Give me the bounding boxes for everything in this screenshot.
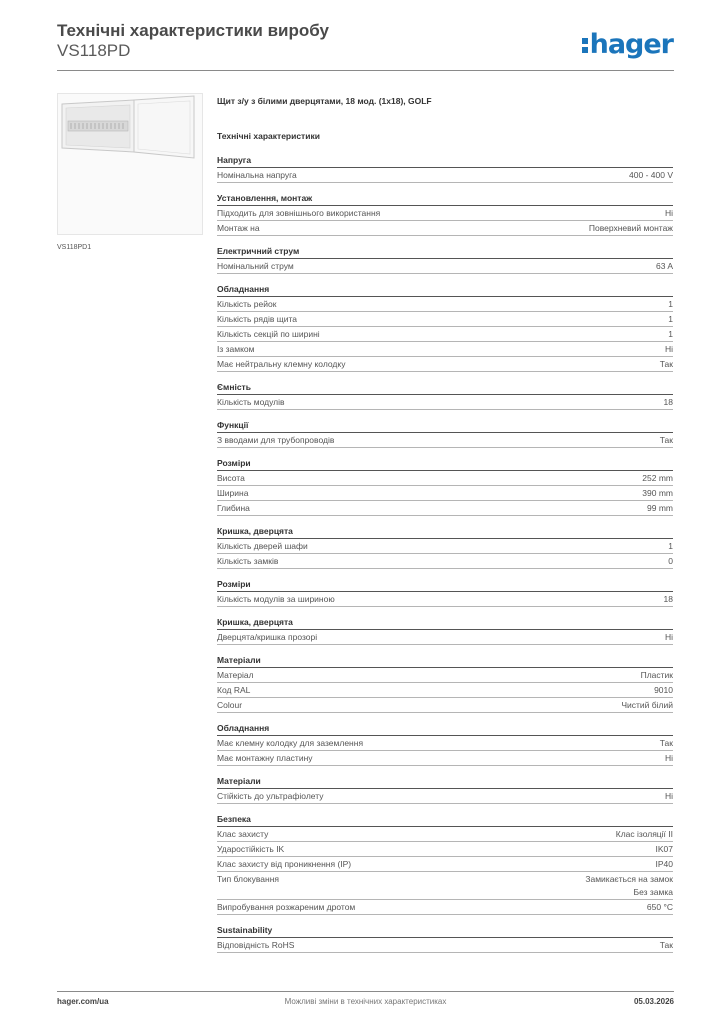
spec-value: Ні <box>664 753 673 763</box>
footer-divider <box>57 991 674 992</box>
spec-value: 1 <box>668 329 673 339</box>
spec-value: Так <box>659 738 673 748</box>
spec-section <box>217 615 673 645</box>
spec-section <box>217 721 673 766</box>
spec-value: Ні <box>664 344 673 354</box>
spec-label: Має нейтральну клемну колодку <box>217 359 346 369</box>
spec-section <box>217 244 673 274</box>
spec-label: Кількість рядів щита <box>217 314 297 324</box>
spec-value: 1 <box>668 314 673 324</box>
product-image <box>57 93 203 235</box>
spec-section <box>217 380 673 410</box>
spec-label: Тип блокування <box>217 874 280 884</box>
spec-section <box>217 418 673 448</box>
spec-section <box>217 812 673 915</box>
section-title: Матеріали <box>217 653 673 668</box>
spec-label: Номінальна напруга <box>217 170 297 180</box>
spec-value: Ні <box>664 791 673 801</box>
spec-label: Кількість модулів за шириною <box>217 594 335 604</box>
footer-date: 05.03.2026 <box>633 997 674 1006</box>
spec-row <box>217 168 673 183</box>
spec-row <box>217 327 673 342</box>
spec-row <box>217 312 673 327</box>
spec-section <box>217 282 673 372</box>
spec-row <box>217 827 673 842</box>
spec-row <box>217 259 673 274</box>
spec-value: 400 - 400 V <box>629 170 673 180</box>
distribution-board-icon <box>58 94 202 234</box>
spec-label: Монтаж на <box>217 223 260 233</box>
spec-label: Код RAL <box>217 685 251 695</box>
footer-notice: Можливі зміни в технічних характеристиках <box>284 997 447 1006</box>
spec-value: 0 <box>668 556 673 566</box>
spec-section <box>217 577 673 607</box>
tech-specs-heading: Технічні характеристики <box>217 131 320 141</box>
spec-label: Colour <box>217 700 243 710</box>
spec-value: Так <box>659 940 673 950</box>
spec-row <box>217 554 673 569</box>
spec-row <box>217 842 673 857</box>
section-title: Розміри <box>217 577 673 592</box>
spec-row <box>217 539 673 554</box>
spec-value: 390 mm <box>642 488 673 498</box>
spec-value: 63 A <box>655 261 673 271</box>
spec-row <box>217 297 673 312</box>
spec-section <box>217 456 673 516</box>
spec-section <box>217 653 673 713</box>
spec-label: Клас захисту <box>217 829 269 839</box>
spec-value: 650 °C <box>646 902 673 912</box>
spec-value: Пластик <box>640 670 673 680</box>
spec-value: IP40 <box>655 859 673 869</box>
spec-value: 1 <box>668 299 673 309</box>
spec-value: Чистий білий <box>621 700 673 710</box>
spec-row <box>217 683 673 698</box>
spec-content <box>217 96 673 953</box>
spec-section <box>217 774 673 804</box>
spec-row <box>217 900 673 915</box>
section-title: Sustainability <box>217 923 673 938</box>
page-title: Технічні характеристики виробу <box>57 21 329 40</box>
spec-row <box>217 698 673 713</box>
product-code: VS118PD <box>57 41 131 60</box>
spec-row <box>217 501 673 516</box>
spec-row <box>217 872 673 900</box>
spec-value: 18 <box>663 397 673 407</box>
spec-value: Так <box>659 359 673 369</box>
spec-row <box>217 736 673 751</box>
spec-label: Матеріал <box>217 670 254 680</box>
spec-label: Ширина <box>217 488 249 498</box>
spec-row <box>217 668 673 683</box>
spec-label: Має монтажну пластину <box>217 753 313 763</box>
spec-row <box>217 938 673 953</box>
spec-row <box>217 395 673 410</box>
footer-website: hager.com/ua <box>57 997 109 1006</box>
spec-label: Ударостійкість IK <box>217 844 285 854</box>
spec-sections <box>217 153 673 953</box>
spec-row <box>217 433 673 448</box>
spec-row <box>217 342 673 357</box>
spec-label: Кількість секцій по ширині <box>217 329 320 339</box>
section-title: Матеріали <box>217 774 673 789</box>
spec-label: Висота <box>217 473 245 483</box>
section-title: Установлення, монтаж <box>217 191 673 206</box>
spec-label: Підходить для зовнішнього використання <box>217 208 381 218</box>
spec-value: 9010 <box>654 685 673 695</box>
spec-value: Ні <box>664 632 673 642</box>
page-header <box>57 21 677 69</box>
spec-value: 99 mm <box>647 503 673 513</box>
spec-label: Має клемну колодку для заземлення <box>217 738 364 748</box>
spec-value: 18 <box>663 594 673 604</box>
spec-label: Кількість модулів <box>217 397 285 407</box>
spec-row <box>217 592 673 607</box>
spec-section <box>217 191 673 236</box>
section-title: Кришка, дверцята <box>217 615 673 630</box>
spec-label: Клас захисту від проникнення (IP) <box>217 859 352 869</box>
spec-row <box>217 357 673 372</box>
section-title: Безпека <box>217 812 673 827</box>
spec-label: Номінальний струм <box>217 261 294 271</box>
spec-value: Поверхневий монтаж <box>588 223 673 233</box>
spec-label: Дверцята/кришка прозорі <box>217 632 318 642</box>
spec-value: Так <box>659 435 673 445</box>
product-name: Щит з/у з білими дверцятами, 18 мод. (1х18), GOLF <box>217 96 432 106</box>
spec-row <box>217 486 673 501</box>
spec-label: Стійкість до ультрафіолету <box>217 791 324 801</box>
section-title: Напруга <box>217 153 673 168</box>
spec-label: Випробування розжареним дротом <box>217 902 356 912</box>
spec-row <box>217 751 673 766</box>
spec-row <box>217 471 673 486</box>
hager-logo <box>582 29 673 60</box>
spec-label: Кількість дверей шафи <box>217 541 308 551</box>
spec-section <box>217 153 673 183</box>
logo-text: hager <box>589 29 673 60</box>
spec-value: Клас ізоляції II <box>615 829 673 839</box>
spec-row <box>217 857 673 872</box>
section-title: Кришка, дверцята <box>217 524 673 539</box>
section-title: Обладнання <box>217 282 673 297</box>
spec-value: 252 mm <box>642 473 673 483</box>
spec-label: Глибина <box>217 503 250 513</box>
section-title: Функції <box>217 418 673 433</box>
spec-section <box>217 524 673 569</box>
spec-value: Замикається на замок Без замка <box>585 874 673 897</box>
spec-label: Відповідність RoHS <box>217 940 295 950</box>
spec-row <box>217 206 673 221</box>
spec-value: Ні <box>664 208 673 218</box>
logo-dots-icon <box>582 35 588 56</box>
spec-value: IK07 <box>655 844 673 854</box>
spec-value: 1 <box>668 541 673 551</box>
section-title: Обладнання <box>217 721 673 736</box>
spec-row <box>217 789 673 804</box>
spec-row <box>217 221 673 236</box>
spec-label: Кількість рейок <box>217 299 277 309</box>
header-divider <box>57 70 674 71</box>
section-title: Електричний струм <box>217 244 673 259</box>
section-title: Ємність <box>217 380 673 395</box>
spec-row <box>217 630 673 645</box>
image-caption: VS118PD1 <box>57 244 92 251</box>
spec-label: Із замком <box>217 344 255 354</box>
spec-label: З вводами для трубопроводів <box>217 435 335 445</box>
spec-section <box>217 923 673 953</box>
section-title: Розміри <box>217 456 673 471</box>
spec-label: Кількість замків <box>217 556 279 566</box>
